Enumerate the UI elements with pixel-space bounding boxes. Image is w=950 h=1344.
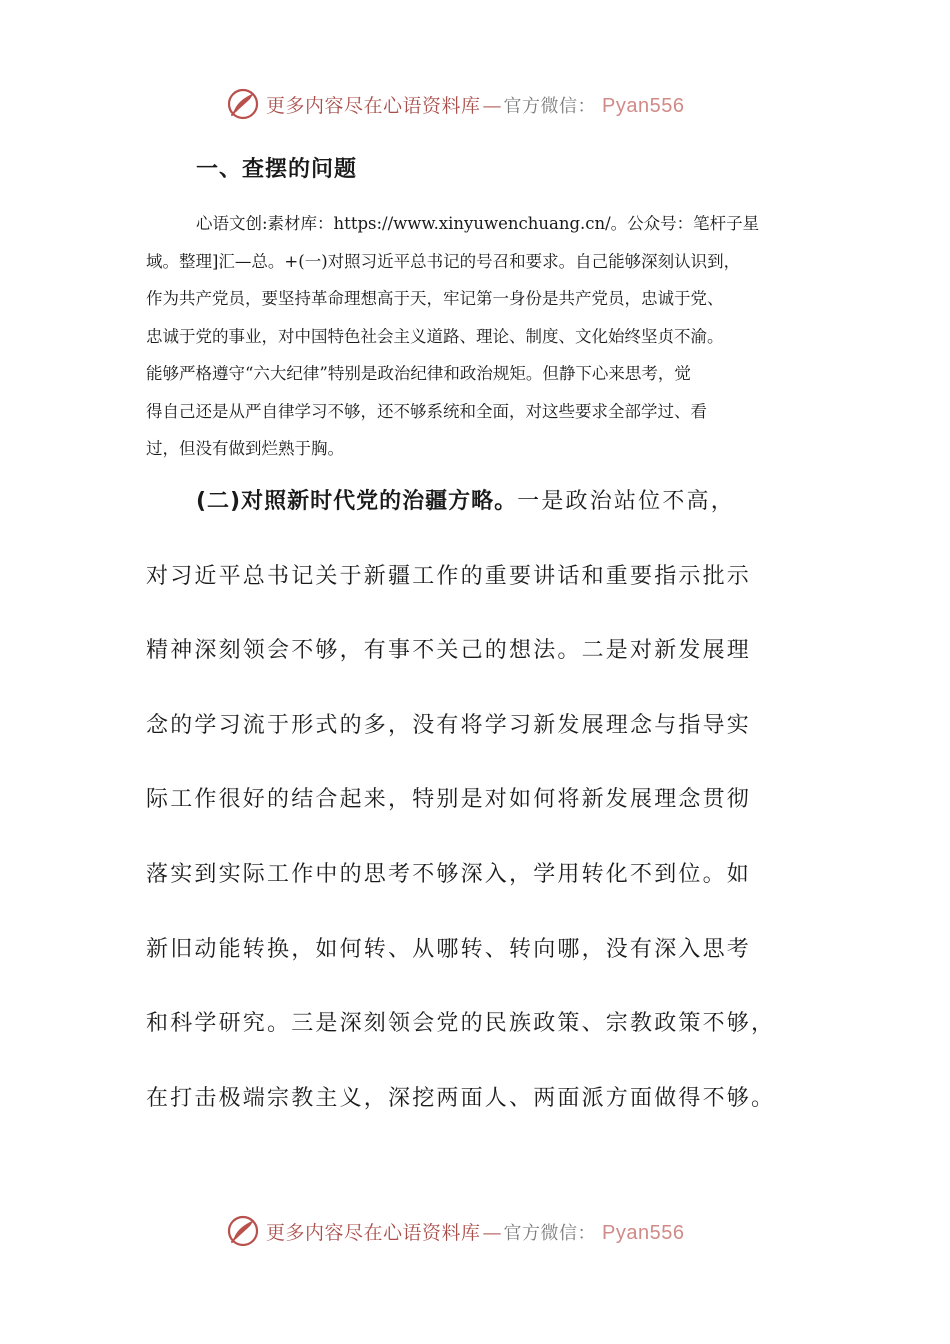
section-1-paragraph: [146, 205, 818, 468]
banner-separator: —: [482, 94, 500, 117]
paragraph-line: 作为共产党员，要坚持革命理想高于天，牢记第一身份是共产党员，忠诚于党、: [146, 289, 724, 308]
section-2-paragraph: [146, 478, 826, 1149]
banner-wechat-id: Pyan556: [602, 1221, 685, 1244]
paragraph-first-line: [146, 478, 826, 553]
paragraph-line: 际工作很好的结合起来，特别是对如何将新发展理念贯彻: [146, 787, 752, 813]
paragraph-line: 新旧动能转换，如何转、从哪转、转向哪，没有深入思考: [146, 936, 752, 962]
paragraph-line: 忠诚于党的事业，对中国特色社会主义道路、理论、制度、文化始终坚贞不渝。: [146, 326, 724, 346]
paragraph-line: 得自己还是从严自律学习不够，还不够系统和全面，对这些要求全部学过、看: [146, 401, 707, 421]
paragraph-text: 一是政治站位不高，: [517, 489, 735, 514]
paragraph-line: 落实到实际工作中的思考不够深入，学用转化不到位。如: [146, 861, 752, 887]
header-watermark: [226, 84, 684, 124]
pen-logo-icon: [226, 1214, 260, 1248]
banner-text: [266, 91, 684, 118]
paragraph-line: 在打击极端宗教主义，深挖两面人、两面派方面做得不够。: [146, 1085, 776, 1111]
banner-separator: —: [482, 1221, 500, 1244]
paragraph-line: 过，但没有做到烂熟于胸。: [146, 439, 344, 458]
footer-watermark: [226, 1211, 684, 1251]
banner-text: [266, 1218, 684, 1245]
paragraph-line: 心语文创:素材库：https://www.xinyuwenchuang.cn/。公众号：笔杆子星: [196, 214, 760, 233]
section-2-title: (二)对照新时代党的治疆方略。: [196, 489, 518, 514]
banner-brand: 更多内容尽在心语资料库: [266, 1221, 481, 1244]
paragraph-line: 能够严格遵守“六大纪律”特别是政治纪律和政治规矩。但静下心来思考，觉: [146, 364, 691, 383]
paragraph-line: 和科学研究。三是深刻领会党的民族政策、宗教政策不够，: [146, 1011, 776, 1037]
paragraph-line: 对习近平总书记关于新疆工作的重要讲话和重要指示批示: [146, 563, 752, 589]
banner-wechat-label: 官方微信：: [503, 95, 597, 117]
page-heading: 一、查摆的问题: [196, 157, 358, 182]
paragraph-line: 精神深刻领会不够，有事不关己的想法。二是对新发展理: [146, 638, 752, 664]
paragraph-line: 域。整理]汇—总。+(一)对照习近平总书记的号召和要求。自己能够深刻认识到，: [146, 251, 741, 271]
pen-logo-icon: [226, 87, 260, 121]
banner-wechat-id: Pyan556: [602, 94, 685, 117]
banner-brand: 更多内容尽在心语资料库: [266, 94, 481, 117]
paragraph-line: 念的学习流于形式的多，没有将学习新发展理念与指导实: [146, 712, 752, 738]
banner-wechat-label: 官方微信：: [503, 1222, 597, 1244]
